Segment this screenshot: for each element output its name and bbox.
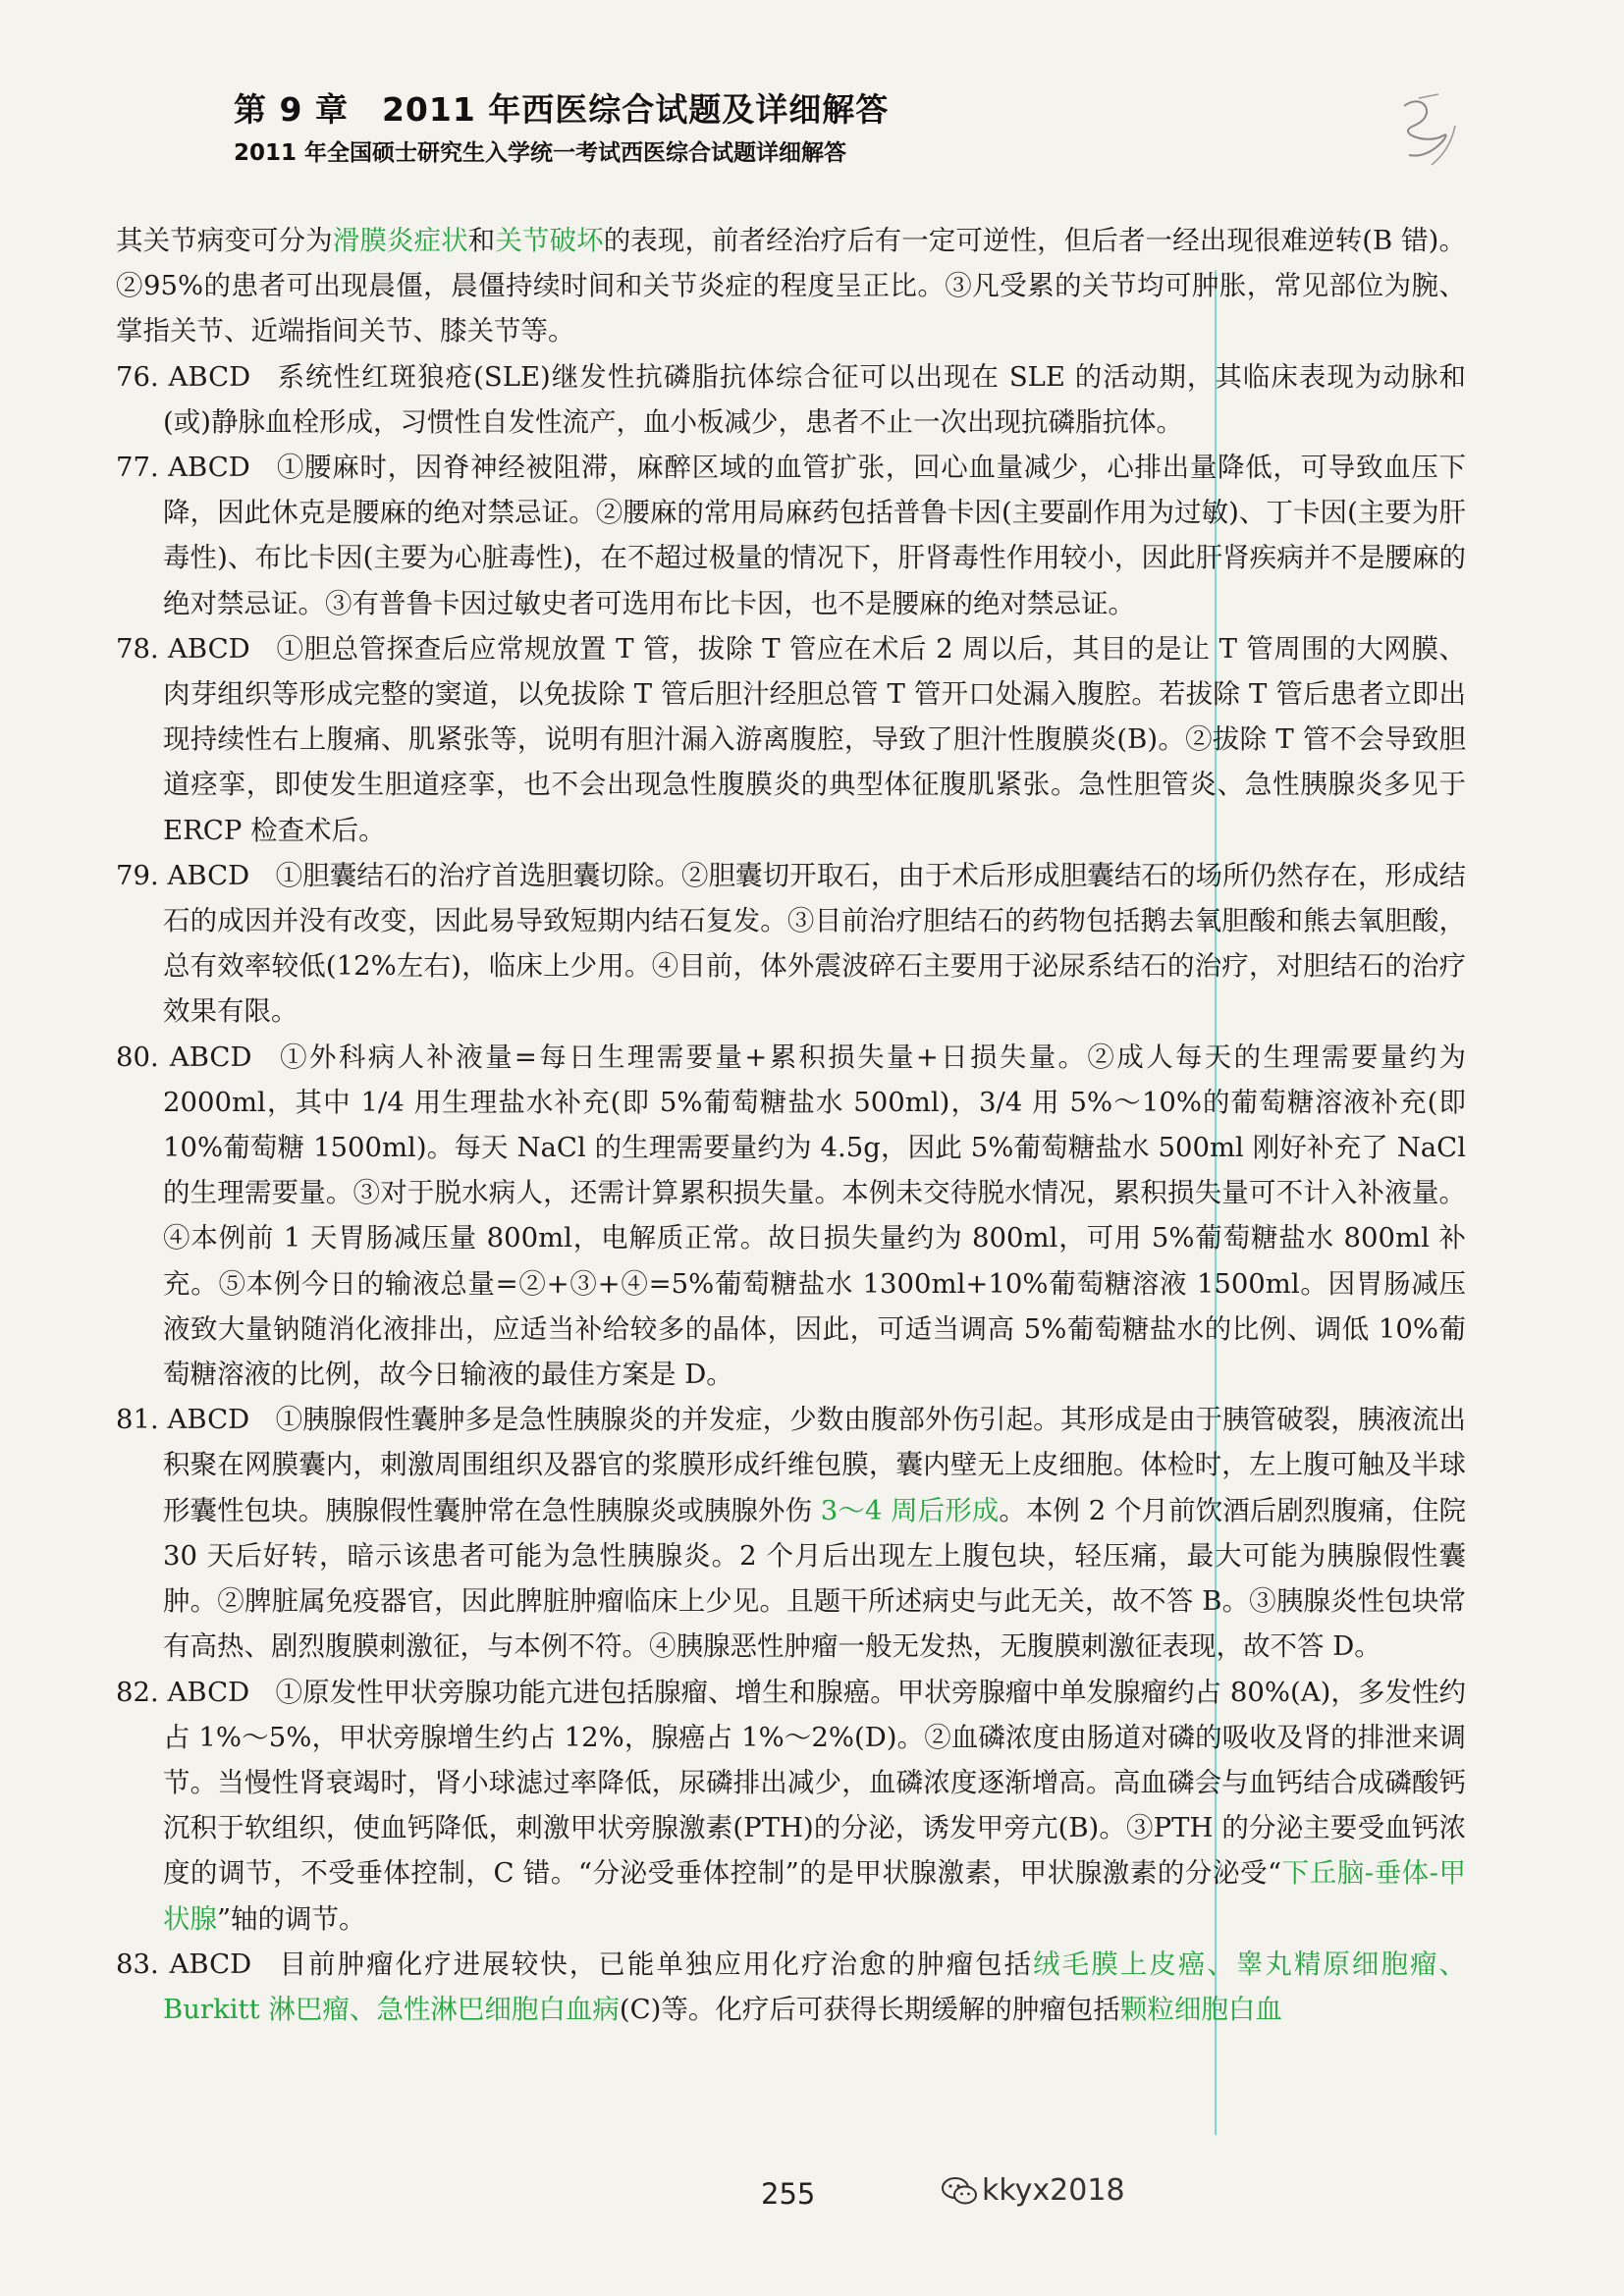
explanation-text: 目前肿瘤化疗进展较快，已能单独应用化疗治愈的肿瘤包括	[277, 1948, 1034, 1980]
highlight-span: 绒毛膜上皮癌、睾丸精原细胞瘤、Burkitt 淋巴瘤、急性淋巴细胞白血病	[163, 1948, 1466, 2025]
running-subtitle: 2011 年全国硕士研究生入学统一考试西医综合试题详细解答	[234, 140, 847, 166]
text-span: 和	[467, 225, 496, 256]
answer-options: ABCD	[167, 859, 250, 891]
highlight-span: 滑膜炎症状	[332, 225, 468, 256]
explanation-text: ”轴的调节。	[217, 1902, 366, 1935]
answer-options: ABCD	[167, 1676, 250, 1708]
question-number: 83.	[116, 1948, 159, 1980]
answer-item-79	[116, 853, 1466, 1035]
explanation-text: 。本例 2 个月前饮酒后剧烈腹痛，住院 30 天后好转，暗示该患者可能为急性胰腺炎。2 个月后出现左上腹包块，轻压痛，最大可能为胰腺假性囊肿。②脾脏属免疫器官，因此脾脏肿瘤临床上少见。且题干所述病史与此无关，故不答 B。③胰腺炎性包块常有高热、剧烈腹膜刺激征，与本例不符。④胰腺恶性肿瘤一般无发热，无腹膜刺激征表现，故不答 D。	[163, 1494, 1466, 1663]
continued-paragraph	[116, 218, 1466, 354]
text-span: 的表现，前者经治疗后有一定可逆性，但后者一经出现很难逆转(B 错)。②95%的患者可出现晨僵，晨僵持续时间和关节炎症的程度呈正比。③凡受累的关节均可肿胀，常见部位为腕、掌指关节、近端指间关节、膝关节等。	[116, 225, 1466, 347]
answer-options: ABCD	[168, 360, 251, 393]
chapter-title: 第 9 章 2011 年西医综合试题及详细解答	[234, 90, 890, 129]
explanation-text: ①胰腺假性囊肿多是急性胰腺炎的并发症，少数由腹部外伤引起。其形成是由于胰管破裂，胰液流出积聚在网膜囊内，刺激周围组织及器官的浆膜形成纤维包膜，囊内壁无上皮细胞。体检时，左上腹可触及半球形囊性包块。胰腺假性囊肿常在急性胰腺炎或胰腺外伤	[163, 1404, 1467, 1526]
pen-scribble-mark	[1384, 86, 1463, 175]
text-span: 其关节病变可分为	[116, 225, 333, 256]
highlight-span: 颗粒细胞白血	[1119, 1993, 1282, 2025]
question-number: 77.	[116, 452, 159, 484]
answer-options: ABCD	[169, 1948, 252, 1980]
question-number: 82.	[116, 1676, 159, 1708]
question-number: 76.	[116, 360, 159, 393]
question-number: 80.	[116, 1041, 159, 1073]
answer-item-78	[116, 626, 1466, 853]
highlight-span: 关节破坏	[495, 225, 604, 256]
explanation-text: (C)等。化疗后可获得长期缓解的肿瘤包括	[619, 1993, 1120, 2025]
answer-content	[116, 218, 1466, 2032]
watermark-text: kkyx2018	[982, 2173, 1125, 2208]
answer-item-80	[116, 1035, 1466, 1398]
answer-options: ABCD	[167, 1404, 250, 1436]
question-number: 81.	[116, 1404, 159, 1436]
explanation-text: ①腰麻时，因脊神经被阻滞，麻醉区域的血管扩张，回心血量减少，心排出量降低，可导致血压下降，因此休克是腰麻的绝对禁忌证。②腰麻的常用局麻药包括普鲁卡因(主要副作用为过敏)、丁卡因(主要为肝毒性)、布比卡因(主要为心脏毒性)，在不超过极量的情况下，肝肾毒性作用较小，因此肝肾疾病并不是腰麻的绝对禁忌证。③有普鲁卡因过敏史者可选用布比卡因，也不是腰麻的绝对禁忌证。	[163, 452, 1467, 619]
explanation-text: 系统性红斑狼疮(SLE)继发性抗磷脂抗体综合征可以出现在 SLE 的活动期，其临床表现为动脉和(或)静脉血栓形成，习惯性自发性流产，血小板减少，患者不止一次出现抗磷脂抗体。	[163, 360, 1466, 438]
highlight-span: 3～4 周后形成	[820, 1494, 1000, 1526]
highlight-span: 下丘脑-垂体-甲状腺	[163, 1857, 1466, 1935]
explanation-text: ①外科病人补液量=每日生理需要量+累积损失量+日损失量。②成人每天的生理需要量约为 2000ml，其中 1/4 用生理盐水补充(即 5%葡萄糖盐水 500ml)，3/4 用 5%～10%的葡萄糖溶液补充(即 10%葡萄糖 1500ml)。每天 NaCl 的生理需要量约为 4.5g，因此 5%葡萄糖盐水 500ml 刚好补充了 NaCl 的生理需要量。③对于脱水病人，还需计算累积损失量。本例未交待脱水情况，累积损失量可不计入补液量。④本例前 1 天胃肠减压量 800ml，电解质正常。故日损失量约为 800ml，可用 5%葡萄糖盐水 800ml 补充。⑤本例今日的输液总量=②+③+④=5%葡萄糖盐水 1300ml+10%葡萄糖溶液 1500ml。因胃肠减压液致大量钠随消化液排出，应适当补给较多的晶体，因此，可适当调高 5%葡萄糖盐水的比例、调低 10%葡萄糖溶液的比例，故今日输液的最佳方案是 D。	[163, 1041, 1466, 1391]
answer-options: ABCD	[168, 452, 250, 484]
answer-item-81	[116, 1397, 1466, 1669]
answer-options: ABCD	[169, 1041, 252, 1073]
question-number: 79.	[116, 859, 159, 891]
explanation-text: ①胆囊结石的治疗首选胆囊切除。②胆囊切开取石，由于术后形成胆囊结石的场所仍然存在，形成结石的成因并没有改变，因此易导致短期内结石复发。③目前治疗胆结石的药物包括鹅去氧胆酸和熊去氧胆酸，总有效率较低(12%左右)，临床上少用。④目前，体外震波碎石主要用于泌尿系结石的治疗，对胆结石的治疗效果有限。	[163, 859, 1467, 1028]
answer-item-83	[116, 1942, 1466, 2032]
explanation-text: ①原发性甲状旁腺功能亢进包括腺瘤、增生和腺癌。甲状旁腺瘤中单发腺瘤约占 80%(A)，多发性约占 1%～5%，甲状旁腺增生约占 12%，腺癌占 1%～2%(D)。②血磷浓度由肠道对磷的吸收及肾的排泄来调节。当慢性肾衰竭时，肾小球滤过率降低，尿磷排出减少，血磷浓度逐渐增高。高血磷会与血钙结合成磷酸钙沉积于软组织，使血钙降低，刺激甲状旁腺激素(PTH)的分泌，诱发甲旁亢(B)。③PTH 的分泌主要受血钙浓度的调节，不受垂体控制，C 错。“分泌受垂体控制”的是甲状腺激素，甲状腺激素的分泌受“	[163, 1676, 1466, 1890]
explanation-text: ①胆总管探查后应常规放置 T 管，拔除 T 管应在术后 2 周以后，其目的是让 T 管周围的大网膜、肉芽组织等形成完整的窦道，以免拔除 T 管后胆汁经胆总管 T 管开口处漏入腹腔。若拔除 T 管后患者立即出现持续性右上腹痛、肌紧张等，说明有胆汁漏入游离腹腔，导致了胆汁性腹膜炎(B)。②拔除 T 管不会导致胆道痉挛，即使发生胆道痉挛，也不会出现急性腹膜炎的典型体征腹肌紧张。急性胆管炎、急性胰腺炎多见于 ERCP 检查术后。	[163, 632, 1466, 846]
wechat-icon	[941, 2175, 978, 2207]
question-number: 78.	[116, 632, 159, 665]
answer-options: ABCD	[168, 632, 250, 665]
page-number: 255	[761, 2177, 816, 2211]
answer-item-82	[116, 1670, 1466, 1942]
watermark	[941, 2173, 1125, 2208]
answer-item-76	[116, 354, 1466, 445]
answer-item-77	[116, 445, 1466, 626]
